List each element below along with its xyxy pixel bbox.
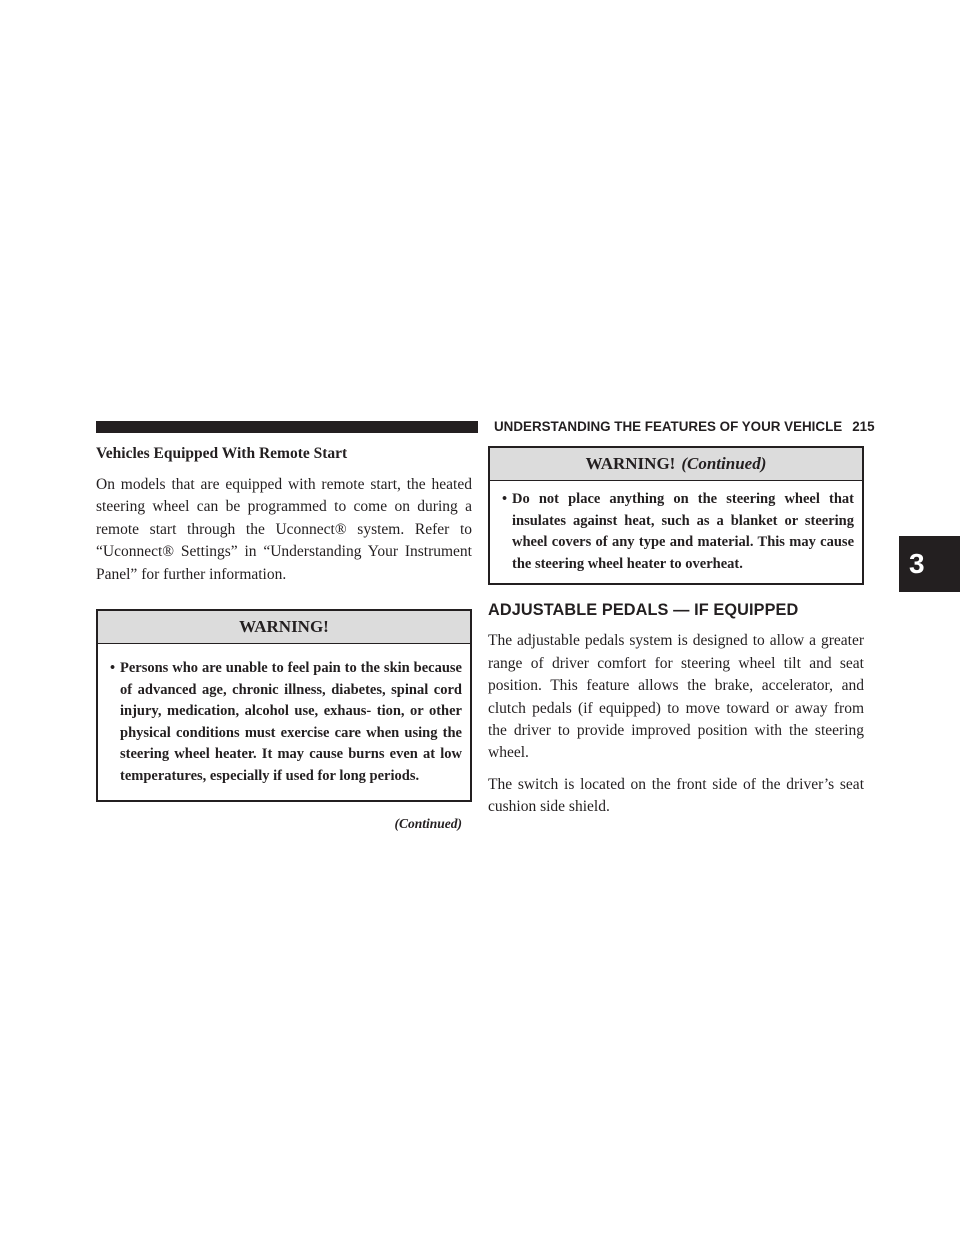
warning-bullet-item: [502, 489, 854, 575]
subheading-remote-start: Vehicles Equipped With Remote Start: [96, 445, 348, 462]
warning-text: Do not place anything on the steering wheel that insulates against heat, such as a blanket or steering wheel covers of any type and material. This may cause the steering wheel heater to overheat.: [512, 491, 854, 572]
remote-start-paragraph: On models that are equipped with remote start, the heated steering wheel can be programmed to come on during a remote start through the Uconnect® system. Refer to “Uconnect® Settings” in “Understanding Your Instrument Panel” for further information.: [96, 476, 472, 583]
warning-text: Persons who are unable to feel pain to the skin because of advanced age, chronic illness, diabetes, spinal cord injury, medication, alcohol use, exhaus- tion, or other physical conditions must exercise care when using the steering wheel heater. It may cause burns even at low temperatures, especially if used for long periods.: [120, 660, 462, 784]
warning-continued-label: (Continued): [681, 454, 767, 473]
warning-body: [490, 481, 862, 583]
warning-header: [490, 448, 862, 481]
warning-header: [98, 611, 470, 644]
continued-note: (Continued): [394, 815, 462, 831]
left-column: [96, 443, 472, 832]
page-number: 215: [852, 419, 875, 434]
section-title: UNDERSTANDING THE FEATURES OF YOUR VEHICLE: [494, 419, 843, 434]
warning-box: [96, 609, 472, 802]
bullet-glyph: •: [110, 660, 116, 677]
warning-body: [98, 644, 470, 800]
header-rule: [96, 421, 478, 433]
pedals-paragraph-1: The adjustable pedals system is designed to allow a greater range of driver comfort for steering wheel tilt and seat position. This feature allows the brake, accelerator, and clutch pedals (if equipped) to move toward or away from the driver to provide improved position with the steering wheel.: [488, 632, 864, 762]
warning-title: WARNING!: [585, 454, 676, 473]
warning-bullet-item: [110, 658, 462, 788]
chapter-tab: 3: [899, 536, 960, 592]
right-column: [488, 446, 864, 819]
bullet-glyph: •: [502, 491, 508, 507]
pedals-paragraph-2: The switch is located on the front side of the driver’s seat cushion side shield.: [488, 775, 864, 816]
running-header: [494, 418, 875, 436]
warning-title: WARNING!: [239, 617, 329, 637]
section-heading-adjustable-pedals: ADJUSTABLE PEDALS — IF EQUIPPED: [488, 601, 799, 620]
warning-box-continued: [488, 446, 864, 585]
